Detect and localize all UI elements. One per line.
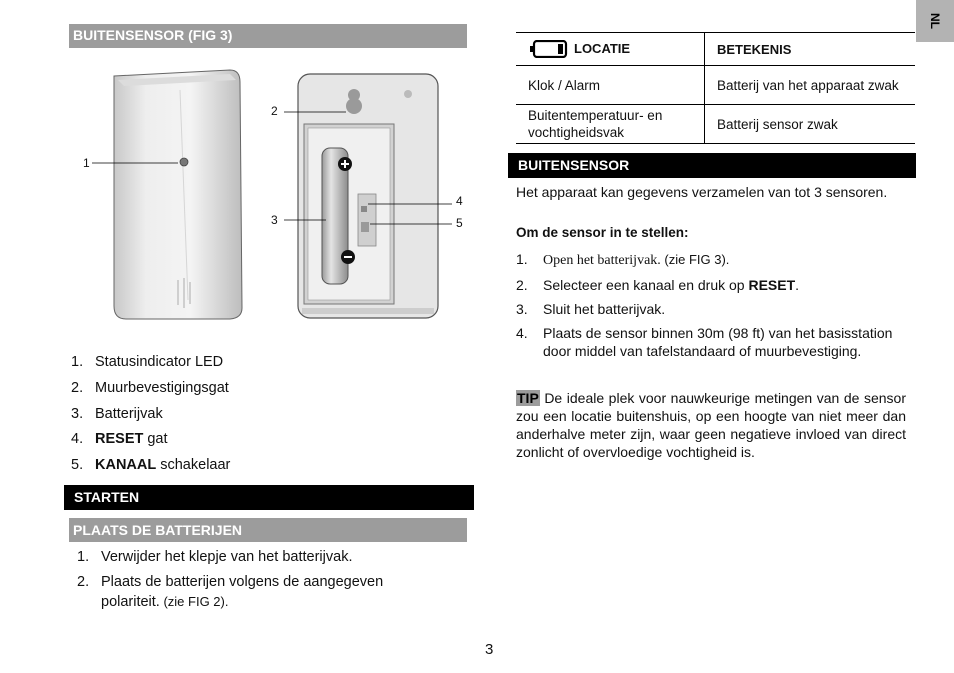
- list-item: 2. Selecteer een kanaal en druk op RESET.: [516, 277, 800, 293]
- battery-status-table: [516, 32, 915, 144]
- callout-1: 1: [83, 156, 90, 170]
- battery-steps-list: [77, 548, 417, 618]
- col-betekenis-header: BETEKENIS: [705, 33, 916, 66]
- led-dot: [180, 158, 188, 166]
- tip-badge: TIP: [517, 390, 539, 406]
- sensor-illustration: [70, 60, 490, 335]
- list-item: 1. Verwijder het klepje van het batterijvak.: [77, 549, 353, 565]
- tip-paragraph: [516, 389, 906, 461]
- setup-title: Om de sensor in te stellen:: [516, 225, 689, 240]
- sensor-intro: Het apparaat kan gegevens verzamelen van tot 3 sensoren.: [516, 184, 888, 200]
- parts-list: [71, 353, 471, 482]
- language-tab-label: NL: [928, 13, 942, 29]
- list-item: 3. Sluit het batterijvak.: [516, 301, 666, 317]
- list-item: 4. Plaats de sensor binnen 30m (98 ft) van het basisstation door middel van tafelstandaard of muurbevestiging.: [516, 325, 893, 359]
- fig-header: [69, 24, 467, 48]
- batterijen-header: PLAATS DE BATTERIJEN: [69, 518, 467, 542]
- list-item: 2. Muurbevestigingsgat: [71, 379, 229, 396]
- list-item: 3. Batterijvak: [71, 405, 163, 422]
- list-item: 2. Plaats de batterijen volgens de aangegeven polariteit. (zie FIG 2).: [77, 574, 384, 610]
- list-item: 4. RESET gat: [71, 431, 168, 448]
- sensor-front: [114, 70, 242, 319]
- list-item: 1. Statusindicator LED: [71, 354, 224, 370]
- starten-header: STARTEN: [64, 485, 474, 510]
- list-item: 5. KANAAL schakelaar: [71, 457, 231, 474]
- col-locatie-header: LOCATIE: [574, 40, 631, 56]
- buitensensor-header: BUITENSENSOR: [508, 153, 916, 178]
- list-item: 1. Open het batterijvak. (zie FIG 3).: [516, 251, 730, 268]
- table-row: Klok / Alarm Batterij van het apparaat zwak: [516, 66, 915, 105]
- language-tab: [916, 0, 954, 42]
- callout-4: 4: [456, 194, 463, 208]
- page-number: 3: [485, 641, 494, 658]
- callout-2: 2: [271, 104, 278, 118]
- table-row: Buitentemperatuur- en vochtigheidsvak Batterij sensor zwak: [516, 105, 915, 144]
- sensor-steps-list: [516, 250, 908, 366]
- tip-text: De ideale plek voor nauwkeurige metingen van de sensor zou een locatie buitenshuis, op een hoogte van niet meer dan anderhalve meter zijn, waar geen negatieve invloed van direct zonlicht of overvloedige vochtigheid is.: [516, 390, 906, 460]
- table-header-row: [516, 33, 915, 66]
- callout-3: 3: [271, 213, 278, 227]
- sensor-back: [298, 74, 438, 318]
- fig-header-text: BUITENSENSOR (FIG 3): [73, 27, 233, 43]
- battery-icon: [528, 40, 568, 58]
- callout-5: 5: [456, 216, 463, 230]
